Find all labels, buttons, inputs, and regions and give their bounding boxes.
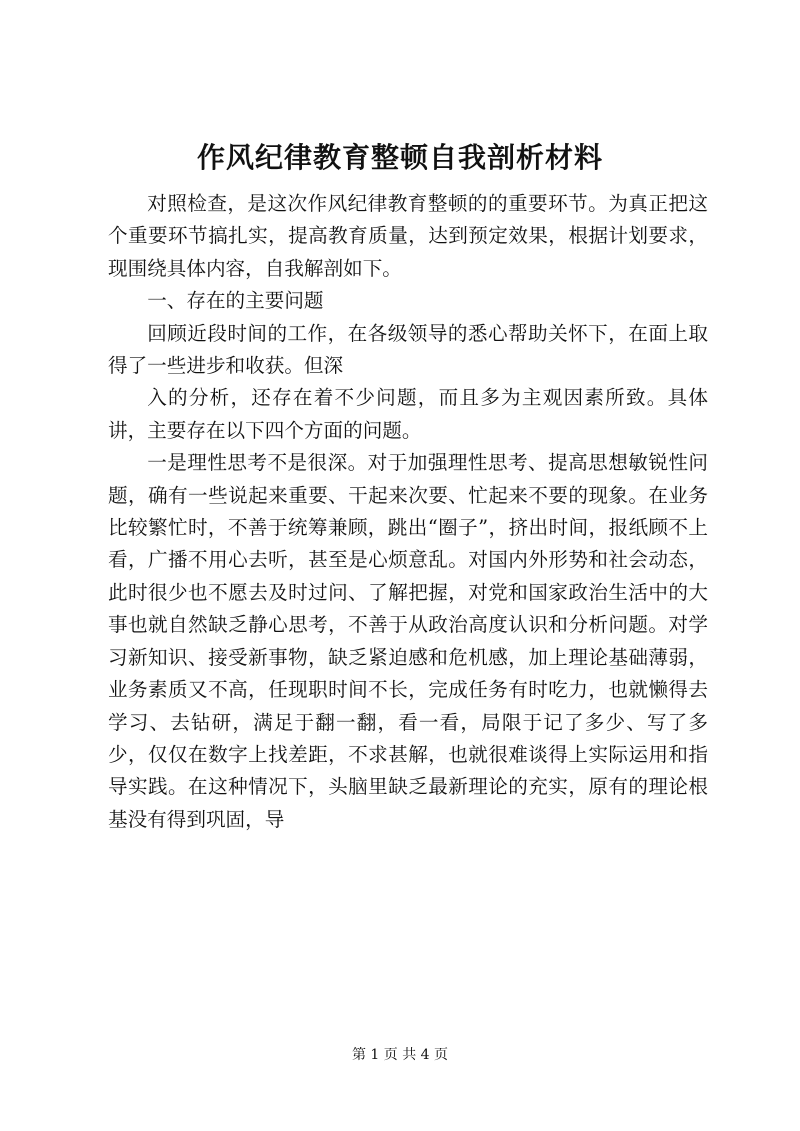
document-body (108, 188, 708, 836)
page-footer: 第 1 页 共 4 页 (351, 1047, 449, 1063)
section-heading-problems: 一、存在的主要问题 (147, 289, 324, 313)
paragraph-intro: 对照检查，是这次作风纪律教育整顿的的重要环节。为真正把这个重要环节搞扎实，提高教育质量，达到预定效果，根据计划要求，现围绕具体内容，自我解剖如下。 (108, 192, 708, 280)
document-title: 作风纪律教育整顿自我剖析材料 (196, 141, 603, 174)
paragraph-review: 回顾近段时间的工作，在各级领导的悉心帮助关怀下，在面上取得了一些进步和收获。但深 (108, 321, 708, 378)
paragraph-point-one: 一是理性思考不是很深。对于加强理性思考、提高思想敏锐性问题，确有一些说起来重要、干起来次要、忙起来不要的现象。在业务比较繁忙时，不善于统筹兼顾，跳出“圈子”，挤出时间，报纸顾不上看，广播不用心去听，甚至是心烦意乱。对国内外形势和社会动态，此时很少也不愿去及时过问、了解把握，对党和国家政治生活中的大事也就自然缺乏静心思考，不善于从政治高度认识和分析问题。对学习新知识、接受新事物，缺乏紧迫感和危机感，加上理论基础薄弱，业务素质又不高，任现职时间不长，完成任务有时吃力，也就懒得去学习、去钻研，满足于翻一翻，看一看，局限于记了多少、写了多少，仅仅在数字上找差距，不求甚解，也就很难谈得上实际运用和指导实践。在这种情况下，头脑里缺乏最新理论的充实，原有的理论根基没有得到巩固，导 (108, 451, 708, 831)
paragraph-analysis: 入的分析，还存在着不少问题，而且多为主观因素所致。具体讲，主要存在以下四个方面的问题。 (108, 386, 708, 442)
